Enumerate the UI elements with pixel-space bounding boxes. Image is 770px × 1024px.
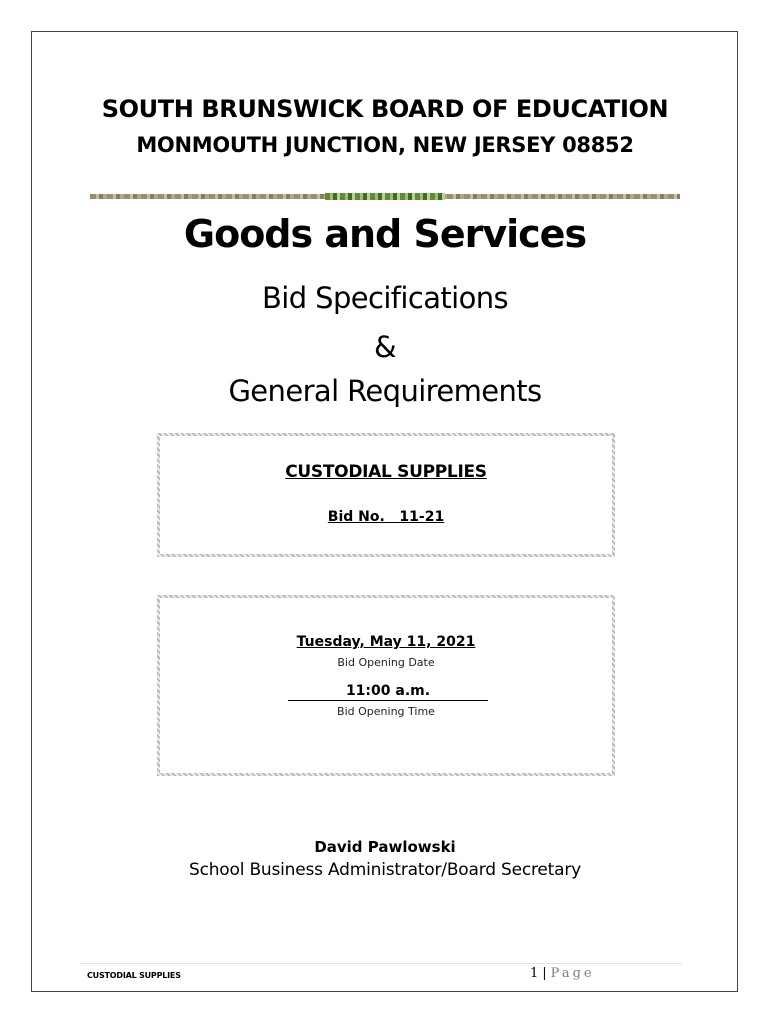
bid-opening-date-caption: Bid Opening Date — [337, 656, 435, 669]
page-number: 1 — [530, 966, 540, 981]
footer-divider — [80, 963, 682, 964]
bid-title: CUSTODIAL SUPPLIES — [285, 462, 487, 482]
bid-info-box — [157, 433, 615, 557]
subtitle-bid-specifications: Bid Specifications — [261, 281, 509, 315]
footer-page-indicator — [530, 966, 595, 981]
bid-opening-time: 11:00 a.m. — [288, 682, 488, 701]
bid-opening-box — [157, 595, 615, 776]
page-separator: | — [542, 966, 548, 981]
organization-name: SOUTH BRUNSWICK BOARD OF EDUCATION — [101, 95, 669, 123]
divider-accent — [325, 193, 445, 200]
signer-title: School Business Administrator/Board Secretary — [189, 860, 581, 880]
bid-opening-date: Tuesday, May 11, 2021 — [296, 634, 476, 650]
organization-location: MONMOUTH JUNCTION, NEW JERSEY 08852 — [136, 133, 634, 157]
subtitle-ampersand: & — [373, 330, 396, 364]
footer-document-name: CUSTODIAL SUPPLIES — [87, 971, 181, 980]
subtitle-general-requirements: General Requirements — [228, 374, 542, 408]
page-label: Page — [550, 966, 595, 981]
document-title: Goods and Services — [183, 212, 587, 256]
signer-name: David Pawlowski — [314, 838, 456, 856]
bid-opening-time-caption: Bid Opening Time — [337, 705, 435, 718]
bid-number: Bid No. 11-21 — [327, 509, 445, 525]
